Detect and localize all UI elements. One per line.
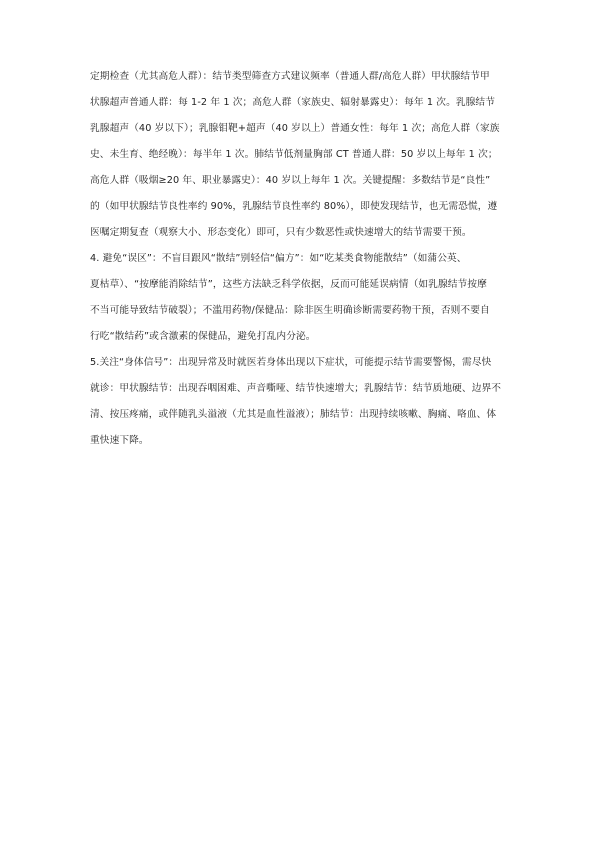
text-line: 的（如甲状腺结节良性率约 90%，乳腺结节良性率约 80%），即使发现结节，也无需恐慌，遵 xyxy=(90,201,498,212)
text-line: 状腺超声普通人群：每 1-2 年 1 次；高危人群（家族史、辐射暴露史）：每年 1 次。乳腺结节 xyxy=(90,97,496,108)
text-line: 高危人群（吸烟≥20 年、职业暴露史）：40 岁以上每年 1 次。关键提醒：多数结节是“良性” xyxy=(90,175,491,186)
text-line: 史、未生育、绝经晚）：每半年 1 次。肺结节低剂量胸部 CT 普通人群：50 岁以上每年 1 次； xyxy=(90,149,498,160)
text-line: 5.关注“身体信号”：出现异常及时就医若身体出现以下症状，可能提示结节需要警惕，需尽快 xyxy=(90,357,492,368)
text-line: 医嘱定期复查（观察大小、形态变化）即可，只有少数恶性或快速增大的结节需要干预。 xyxy=(90,227,472,238)
text-line: 定期检查（尤其高危人群）：结节类型筛查方式建议频率（普通人群/高危人群）甲状腺结节甲 xyxy=(90,71,490,82)
document-body xyxy=(90,64,510,454)
text-line: 清、按压疼痛，或伴随乳头溢液（尤其是血性溢液）；肺结节：出现持续咳嗽、胸痛、咯血、体 xyxy=(90,409,497,420)
text-line: 重快速下降。 xyxy=(90,435,149,446)
paragraph-screening xyxy=(90,64,510,246)
text-line: 行吃“散结药”或含激素的保健品，避免打乱内分泌。 xyxy=(90,331,316,342)
paragraph-avoid-misconceptions xyxy=(90,246,510,350)
text-line: 夏枯草）、“按摩能消除结节”，这些方法缺乏科学依据，反而可能延误病情（如乳腺结节按摩 xyxy=(90,279,487,290)
text-line: 就诊：甲状腺结节：出现吞咽困难、声音嘶哑、结节快速增大；乳腺结节：结节质地硬、边界不 xyxy=(90,383,502,394)
text-line: 4. 避免“误区”：不盲目跟风“散结”别轻信“偏方”：如“吃某类食物能散结”（如蒲公英、 xyxy=(90,253,467,264)
paragraph-body-signals xyxy=(90,350,510,454)
text-line: 不当可能导致结节破裂）；不滥用药物/保健品：除非医生明确诊断需要药物干预，否则不要自 xyxy=(90,305,490,316)
text-line: 乳腺超声（40 岁以下）；乳腺钼靶+超声（40 岁以上）普通女性：每年 1 次；高危人群（家族 xyxy=(90,123,500,134)
